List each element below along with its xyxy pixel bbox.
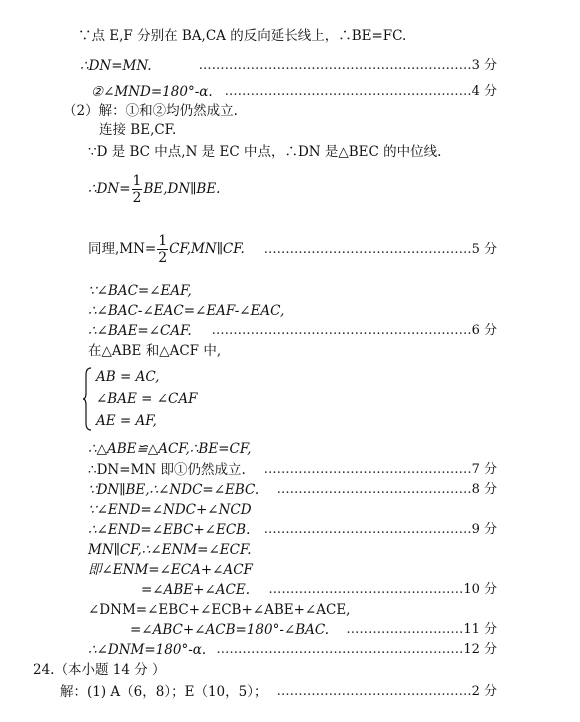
dnm-line-2: =∠ABC+∠ACB=180°-∠BAC. — [130, 622, 330, 638]
dot-leader: ……………………………………… — [276, 684, 472, 699]
parallel-line-1: ∵DN∥BE,∴∠NDC=∠EBC. — [88, 482, 260, 498]
parallel-line-2: MN∥CF,∴∠ENM=∠ECF. — [88, 542, 252, 558]
score-label: 7 分 — [471, 462, 497, 477]
fraction-numerator: 1 — [132, 173, 142, 189]
conclusion-1: ∴DN=MN 即①仍然成立. — [88, 462, 246, 478]
midline-statement: ∵D 是 BC 中点,N 是 EC 中点，∴DN 是△BEC 的中位线. — [88, 144, 442, 160]
score-label: 10 分 — [463, 582, 497, 597]
fraction-half — [132, 173, 143, 206]
fraction-denominator: 2 — [158, 250, 168, 266]
connect-line: 连接 BE,CF. — [99, 122, 177, 138]
system-eq-3: AE = AF, — [96, 413, 157, 429]
fraction-denominator: 2 — [132, 190, 142, 206]
part-2-heading: （2）解：①和②均仍然成立. — [63, 103, 238, 119]
dn-half-be — [88, 172, 220, 206]
dot-leader: ………………………………………………… — [224, 84, 472, 99]
dot-leader: ……………………………………………………… — [198, 58, 472, 73]
score-5 — [0, 241, 497, 259]
proof-line-2: ∴DN=MN. — [80, 58, 152, 74]
score-10 — [0, 581, 497, 599]
score-label: 6 分 — [471, 323, 497, 338]
congruence-line: ∴△ABE≌△ACF,∴BE=CF, — [88, 441, 252, 457]
end-angle-2: ∴∠END=∠EBC+∠ECB. — [88, 522, 251, 538]
dot-leader: …………………………………………………… — [211, 323, 472, 338]
score-4 — [0, 83, 497, 101]
angle-line-2: ∴∠BAC-∠EAC=∠EAF-∠EAC, — [88, 303, 285, 319]
dnm-line-1: ∠DNM=∠EBC+∠ECB+∠ABE+∠ACE, — [88, 602, 351, 618]
dn-suffix: BE,DN∥BE. — [143, 181, 221, 197]
system-brace — [82, 367, 92, 431]
end-angle-1: ∵∠END=∠NDC+∠NCD — [88, 502, 252, 518]
mn-suffix: CF,MN∥CF. — [169, 241, 245, 257]
mn-prefix: 同理,MN= — [88, 241, 157, 257]
enm-line-1: 即∠ENM=∠ECA+∠ACF — [88, 562, 253, 578]
score-3 — [0, 57, 497, 75]
triangle-intro: 在△ABE 和△ACF 中, — [88, 343, 222, 359]
score-11 — [0, 621, 497, 639]
score-label: 4 分 — [471, 84, 497, 99]
angle-line-1: ∵∠BAC=∠EAF, — [88, 283, 192, 299]
proof-line-1: ∵点 E,F 分别在 BA,CA 的反向延长线上，∴BE=FC. — [78, 28, 407, 44]
dot-leader: ………………………………………………… — [216, 642, 464, 657]
system-eq-1: AB = AC, — [96, 369, 160, 385]
score-label: 9 分 — [471, 522, 497, 537]
score-label: 12 分 — [463, 642, 497, 657]
score-label: 2 分 — [471, 684, 497, 699]
proof-line-3: ②∠MND=180°-α. — [91, 84, 213, 100]
score-7 — [0, 461, 497, 479]
question-24-answer: 解：(1) A（6，8）；E（10，5）； — [60, 684, 268, 700]
score-label: 5 分 — [471, 242, 497, 257]
score-label: 3 分 — [471, 58, 497, 73]
dn-prefix: ∴DN= — [88, 181, 131, 197]
angle-line-3: ∴∠BAE=∠CAF. — [88, 323, 192, 339]
dot-leader: ………………………………………… — [263, 522, 472, 537]
score-label: 11 分 — [463, 622, 497, 637]
question-24-heading: 24.（本小题 14 分 ） — [33, 662, 166, 678]
score-2 — [0, 683, 497, 701]
score-12 — [0, 641, 497, 659]
score-9 — [0, 521, 497, 539]
dot-leader: ……………………… — [346, 622, 464, 637]
system-eq-2: ∠BAE = ∠CAF — [96, 391, 198, 407]
score-label: 8 分 — [471, 482, 497, 497]
dnm-conclusion: ∴∠DNM=180°-α. — [88, 642, 207, 658]
dot-leader: ……………………………………… — [268, 582, 464, 597]
enm-line-2: =∠ABE+∠ACE. — [141, 582, 250, 598]
score-8 — [0, 481, 497, 499]
fraction-numerator: 1 — [158, 233, 168, 249]
dot-leader: ………………………………………… — [263, 242, 472, 257]
score-6 — [0, 322, 497, 340]
dot-leader: ………………………………………… — [263, 462, 472, 477]
dot-leader: ……………………………………… — [276, 482, 472, 497]
